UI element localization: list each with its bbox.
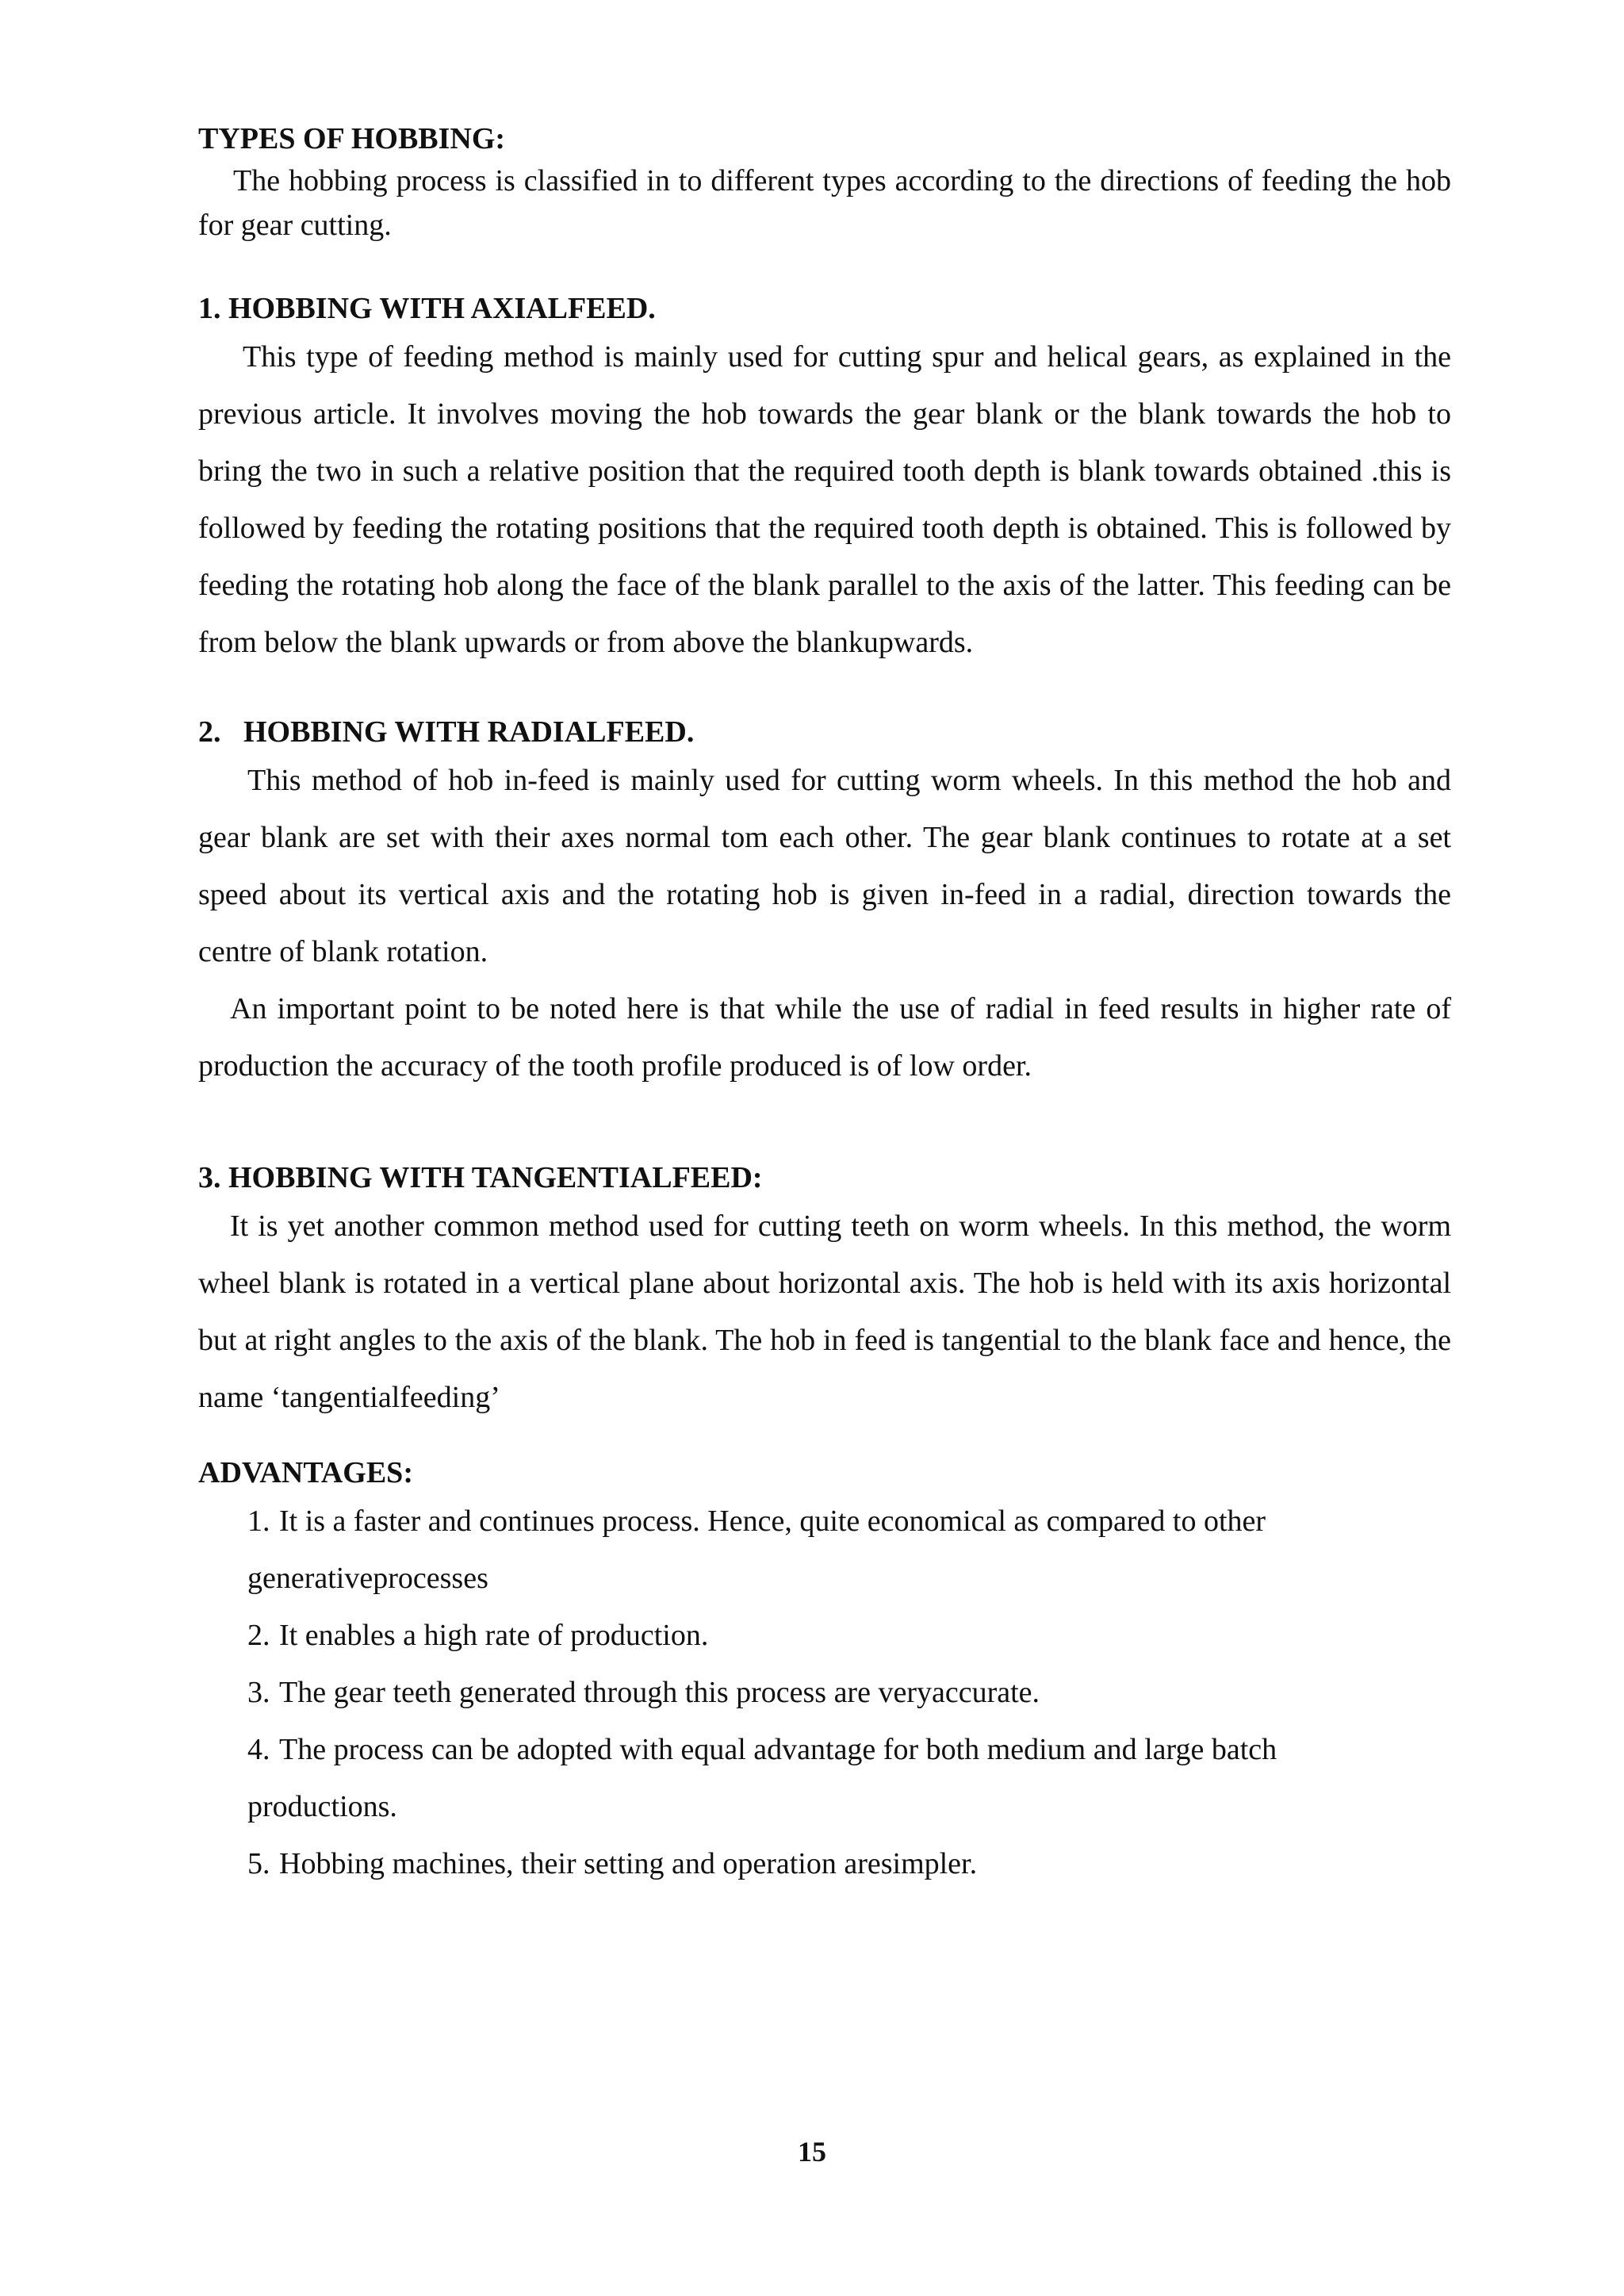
list-item-text: It enables a high rate of production.: [279, 1619, 709, 1652]
list-item: [247, 1493, 1451, 1607]
list-item-text: Hobbing machines, their setting and operation aresimpler.: [279, 1847, 978, 1880]
heading-radial-feed: 2. HOBBING WITH RADIALFEED.: [198, 715, 695, 749]
paragraph-radial-note: An important point to be noted here is that while the use of radial in feed results in higher rate of production the accuracy of the tooth profile produced is of low order.: [198, 992, 1451, 1083]
paragraph-tangential-feed: It is yet another common method used for cutting teeth on worm wheels. In this method, the worm wheel blank is rotated in a vertical plane about horizontal axis. The hob is held with its axis horizontal but at right angles to the axis of the blank. The hob in feed is tangential to the blank face and hence, the name ‘tangentialfeeding’: [198, 1209, 1451, 1414]
heading-advantages: ADVANTAGES:: [198, 1456, 413, 1489]
list-item-number: 5.: [247, 1847, 270, 1880]
document-page: [198, 119, 1451, 1892]
spacer: [198, 247, 1451, 289]
paragraph-radial-feed: This method of hob in-feed is mainly used for cutting worm wheels. In this method the hob and gear blank are set with their axes normal tom each other. The gear blank continues to rotate at a set speed about its vertical axis and the rotating hob is given in-feed in a radial, direction towards the centre of blank rotation.: [198, 764, 1451, 968]
list-item: [247, 1664, 1451, 1721]
list-item-text-continued: productions.: [247, 1790, 397, 1823]
heading-tangential-feed: 3. HOBBING WITH TANGENTIALFEED:: [198, 1161, 763, 1194]
list-item-text-continued: generativeprocesses: [247, 1562, 488, 1595]
list-item-number: 4.: [247, 1733, 270, 1766]
heading-axial-feed: 1. HOBBING WITH AXIALFEED.: [198, 292, 656, 325]
spacer: [198, 1094, 1451, 1158]
list-item: [247, 1721, 1451, 1835]
list-item-number: 2.: [247, 1619, 270, 1652]
list-item: [247, 1835, 1451, 1892]
list-item-text: The process can be adopted with equal advantage for both medium and large batch: [279, 1733, 1277, 1766]
list-item: [247, 1607, 1451, 1664]
page-number: 15: [798, 2136, 826, 2168]
list-item-number: 3.: [247, 1676, 270, 1709]
list-item-number: 1.: [247, 1504, 270, 1538]
list-item-text: It is a faster and continues process. Hence, quite economical as compared to other: [279, 1504, 1266, 1538]
spacer: [198, 1426, 1451, 1453]
list-item-text: The gear teeth generated through this process are veryaccurate.: [279, 1676, 1040, 1709]
paragraph-axial-feed: This type of feeding method is mainly used for cutting spur and helical gears, as explained in the previous article. It involves moving the hob towards the gear blank or the blank towards the hob to bring the two in such a relative position that the required tooth depth is blank towards obtained .this is followed by feeding the rotating positions that the required tooth depth is obtained. This is followed by feeding the rotating hob along the face of the blank parallel to the axis of the latter. This feeding can be from below the blank upwards or from above the blankupwards.: [198, 340, 1451, 659]
heading-types-of-hobbing: TYPES OF HOBBING:: [198, 122, 506, 155]
advantages-list: [198, 1493, 1451, 1892]
spacer: [198, 671, 1451, 712]
paragraph-types-intro: The hobbing process is classified in to different types according to the directions of feeding the hob for gear cutting.: [198, 164, 1451, 242]
